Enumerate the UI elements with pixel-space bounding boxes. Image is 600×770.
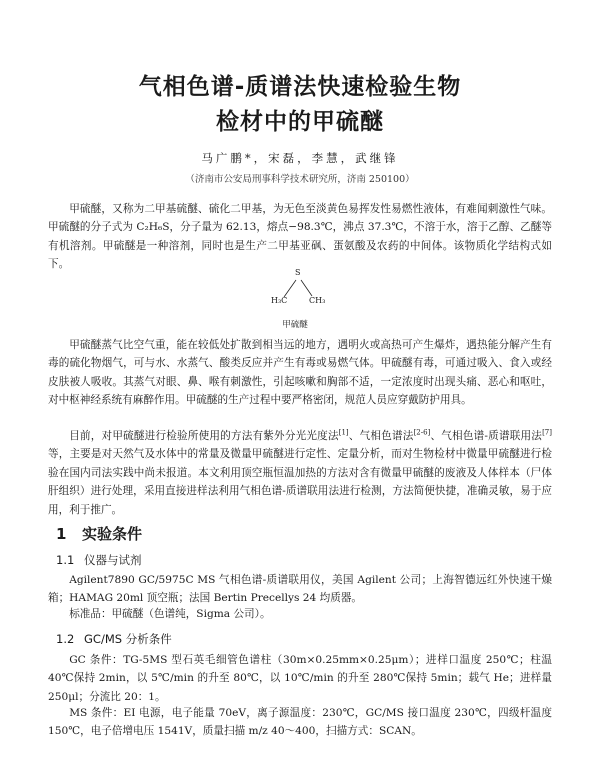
section-number: 1	[56, 525, 67, 543]
subsection-number: 1.2	[56, 632, 75, 646]
p3-text-c: 、气相色谱-质谱联用法	[430, 430, 543, 442]
title-line-1: 气相色谱-质谱法快速检验生物	[138, 74, 462, 100]
subsection-number: 1.1	[56, 553, 75, 567]
intro-paragraph-3	[48, 427, 552, 519]
p3-text-a: 目前，对甲硫醚进行检验所使用的方法有紫外分光光度法	[69, 430, 339, 442]
molecule-structure	[265, 258, 345, 332]
authors: 马广鹏*，宋磊，李慧，武继锋	[201, 151, 399, 165]
intro-paragraph-1: 甲硫醚，又称为二甲基硫醚、硫化二甲基，为无色至淡黄色易挥发性易燃性液体，有难闻刺激性气味。甲硫醚的分子式为 C₂H₆S，分子量为 62.13，熔点−98.3℃，沸点 37.3℃，不溶于水，溶于乙醇、乙醚等有机溶剂。甲硫醚是一种溶剂，同时也是生产二甲基亚砜、蛋氨酸及农药的中间体。该物质化学结构式如下。	[48, 203, 552, 271]
affiliation: （济南市公安局刑事科学技术研究所，济南 250100）	[185, 174, 415, 185]
molecule-right-methyl: CH₃	[309, 296, 326, 305]
title-line-2: 检材中的甲硫醚	[216, 109, 384, 135]
citation-7: [7]	[542, 428, 552, 437]
citation-1: [1]	[338, 428, 349, 437]
subsection-heading-1-2	[56, 631, 172, 647]
subsection-heading-1-1	[56, 552, 142, 568]
intro-paragraph-2: 甲硫醚蒸气比空气重，能在较低处扩散到相当远的地方，遇明火或高热可产生爆炸，遇热能分解产生有毒的硫化物烟气，可与水、水蒸气、酸类反应并产生有毒或易燃气体。甲硫醚有毒，可通过吸入、食入或经皮肤被人吸收。其蒸气对眼、鼻、喉有刺激性，引起咳嗽和胸部不适，一定浓度时出现头痛、恶心和呕吐，对中枢神经系统有麻醉作用。甲硫醚的生产过程中要严格密闭，规范人员应穿戴防护用具。	[48, 339, 552, 407]
section-title: 实验条件	[82, 525, 143, 543]
subsection-title: 仪器与试剂	[84, 553, 142, 567]
instruments-paragraph: Agilent7890 GC/5975C MS 气相色谱-质谱联用仪，美国 Agilent 公司；上海智德远红外快速干燥箱；HAMAG 20ml 顶空瓶；法国 Bertin Precellys 24 均质器。	[48, 574, 552, 605]
ms-conditions-paragraph: MS 条件：EI 电源，电子能量 70eV，离子源温度：230℃，GC/MS 接口温度 230℃，四级杆温度 150℃，电子倍增电压 1541V，质量扫描 m/z 40～400，扫描方式：SCAN。	[48, 707, 552, 738]
section-heading-1	[56, 523, 142, 544]
citation-2-6: [2-6]	[413, 428, 431, 437]
standard-paragraph: 标准品：甲硫醚（色谱纯，Sigma 公司）。	[69, 608, 271, 620]
p3-text-d: 等，主要是对天然气及水体中的常量及微量甲硫醚进行定性、定量分析，而对生物检材中微量甲硫醚进行检验在国内司法实践中尚未报道。本文利用顶空瓶恒温加热的方法对含有微量甲硫醚的废液及人体样本（尸体肝组织）进行处理，采用直接进样法利用气相色谱-质谱联用法进行检测，方法简便快捷，准确灵敏，易于应用，利于推广。	[48, 448, 552, 516]
p3-text-b: 、气相色谱法	[348, 430, 414, 442]
gc-conditions-paragraph: GC 条件：TG-5MS 型石英毛细管色谱柱（30m×0.25mm×0.25μm）；进样口温度 250℃；柱温 40℃保持 2min，以 5℃/min 的升至 80℃，以 10℃/min 的升至 280℃保持 5min；载气 He；进样量 250μl；分流比 20：1。	[48, 654, 552, 703]
molecule-bonds	[265, 258, 345, 318]
subsection-title: GC/MS 分析条件	[84, 632, 172, 646]
molecule-caption: 甲硫醚	[282, 320, 308, 330]
molecule-sulfur-atom: S	[295, 268, 301, 277]
molecule-left-methyl: H₃C	[271, 296, 288, 305]
